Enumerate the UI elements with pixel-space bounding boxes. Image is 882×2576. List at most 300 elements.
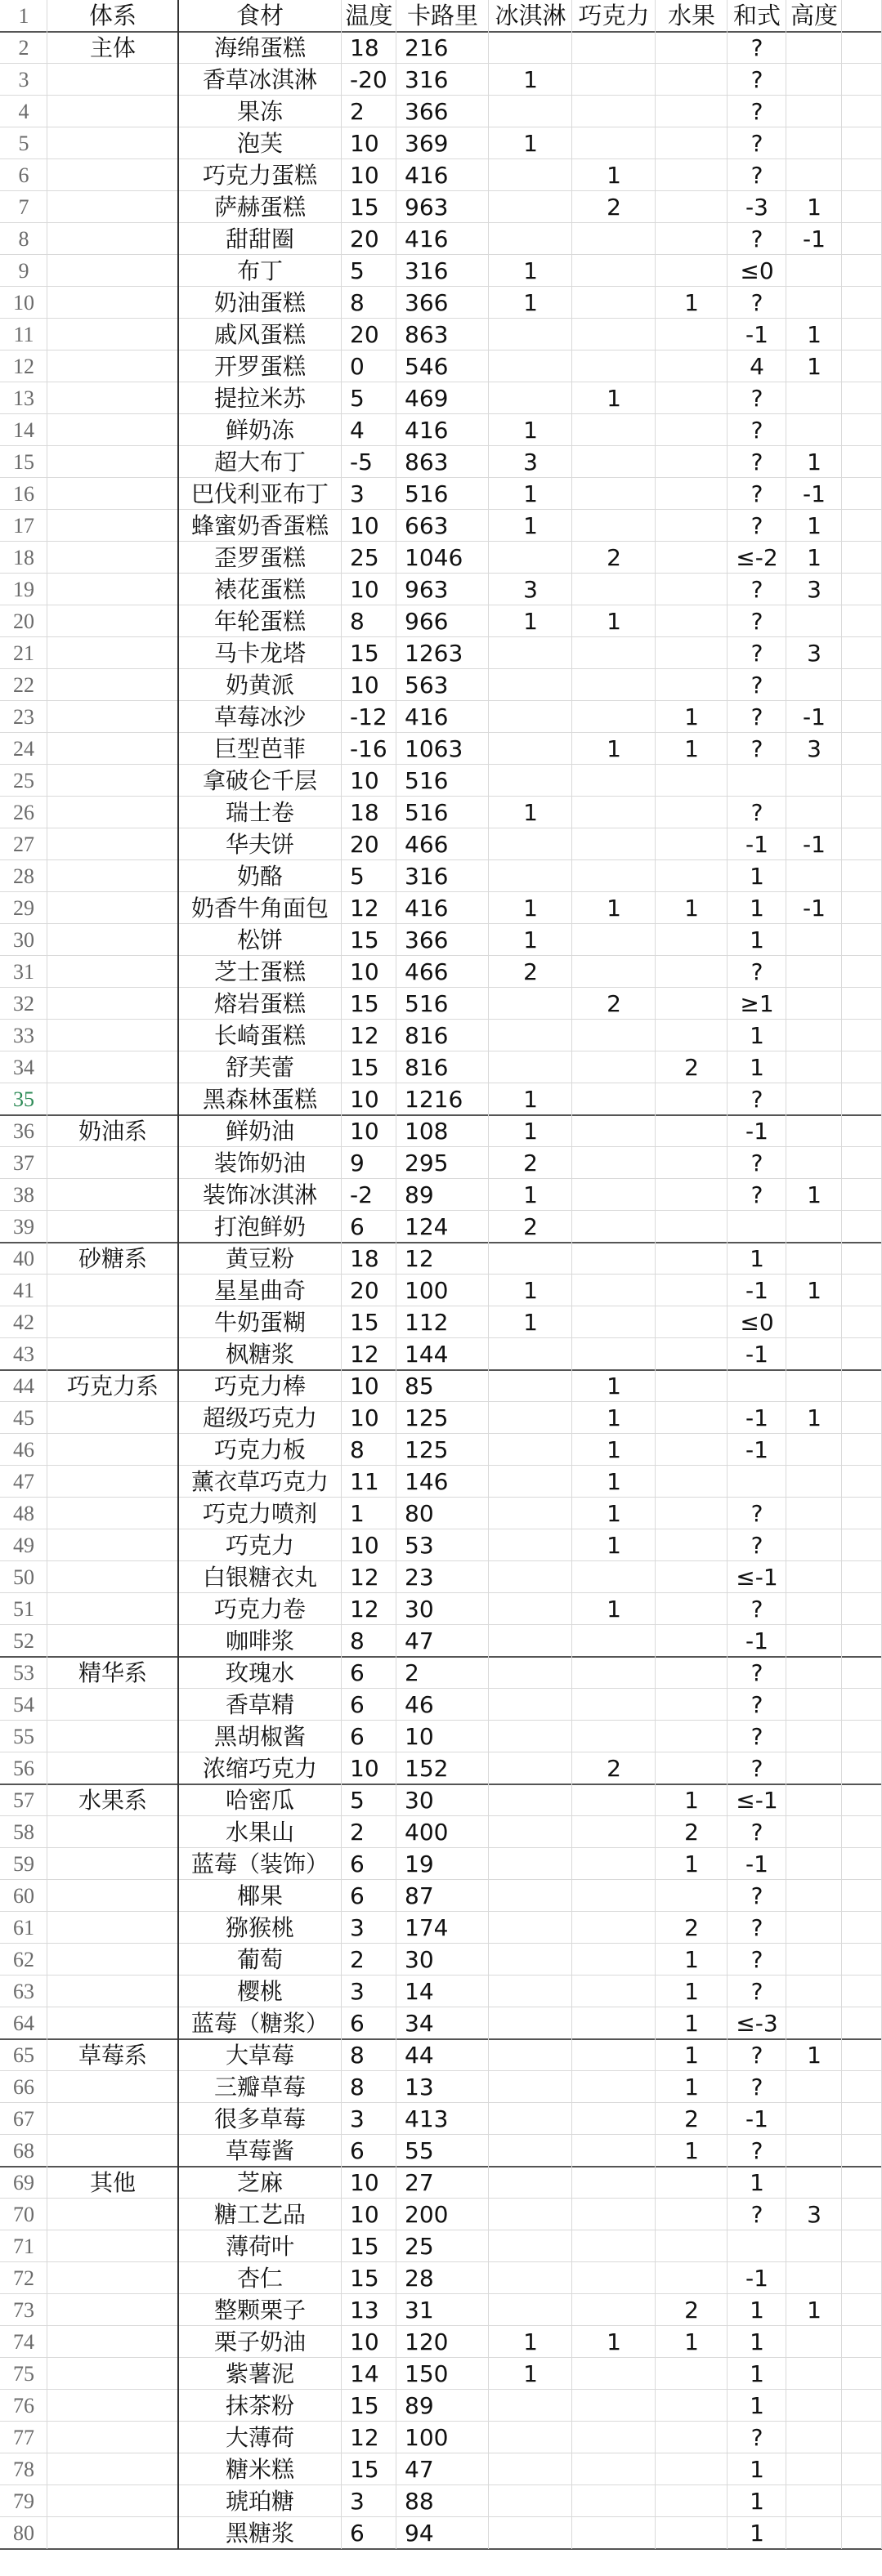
cell-ice[interactable] <box>489 32 572 64</box>
cell-fruit[interactable] <box>656 1306 728 1338</box>
cell-fruit[interactable] <box>656 1020 728 1051</box>
cell-jp[interactable]: ? <box>750 1690 763 1718</box>
cell-choc[interactable]: 1 <box>607 1595 621 1623</box>
cell-height[interactable]: 3 <box>807 575 822 603</box>
cell-temp[interactable]: 10 <box>350 2200 379 2228</box>
cell-temp[interactable]: 5 <box>350 384 365 412</box>
cell-temp[interactable]: 5 <box>350 257 365 284</box>
cell-fruit[interactable] <box>656 127 728 159</box>
cell-temp[interactable]: -5 <box>350 448 373 475</box>
cell-height[interactable] <box>786 1338 842 1370</box>
cell-choc[interactable] <box>572 701 656 733</box>
cell-temp[interactable]: 6 <box>350 1659 365 1686</box>
cell-choc[interactable] <box>572 287 656 319</box>
cell-choc[interactable]: 1 <box>607 734 621 762</box>
cell-fruit[interactable]: 1 <box>684 1945 699 1973</box>
cell-choc[interactable]: 2 <box>607 989 621 1017</box>
cell-temp[interactable]: 18 <box>350 33 379 61</box>
cell-cal[interactable]: 216 <box>405 33 449 61</box>
cell-temp[interactable]: 15 <box>350 926 379 953</box>
cell-choc[interactable] <box>572 2358 656 2390</box>
cell-temp[interactable]: 3 <box>350 2487 365 2515</box>
cell-ice[interactable] <box>489 2422 572 2453</box>
cell-choc[interactable] <box>572 669 656 701</box>
cell-temp[interactable]: 15 <box>350 639 379 667</box>
cell-height[interactable] <box>786 797 842 828</box>
cell-cal[interactable]: 152 <box>405 1754 449 1782</box>
cell-jp[interactable]: ? <box>750 734 763 762</box>
cell-fruit[interactable] <box>656 159 728 191</box>
cell-ice[interactable]: 1 <box>523 894 538 922</box>
cell-ice[interactable] <box>489 1880 572 1912</box>
cell-height[interactable] <box>786 287 842 319</box>
cell-ice[interactable]: 1 <box>523 1308 538 1336</box>
cell-name[interactable]: 猕猴桃 <box>225 1913 294 1941</box>
cell-choc[interactable] <box>572 2422 656 2453</box>
cell-temp[interactable]: 15 <box>350 2455 379 2483</box>
cell-jp[interactable] <box>728 2230 786 2262</box>
cell-choc[interactable] <box>572 2071 656 2103</box>
cell-name[interactable]: 超级巧克力 <box>202 1404 317 1431</box>
column-header[interactable]: 体系 <box>88 2 137 29</box>
cell-height[interactable] <box>786 860 842 892</box>
cell-height[interactable] <box>786 1370 842 1402</box>
cell-jp[interactable]: 1 <box>750 2328 764 2355</box>
cell-choc[interactable] <box>572 2199 656 2230</box>
cell-ice[interactable] <box>489 96 572 127</box>
cell-choc[interactable]: 2 <box>607 193 621 221</box>
cell-fruit[interactable] <box>656 2485 728 2517</box>
cell-ice[interactable] <box>489 350 572 382</box>
cell-choc[interactable] <box>572 1848 656 1880</box>
cell-fruit[interactable] <box>656 1147 728 1179</box>
cell-choc[interactable]: 1 <box>607 161 621 189</box>
cell-ice[interactable] <box>489 2103 572 2135</box>
cell-temp[interactable]: 25 <box>350 543 379 571</box>
cell-cal[interactable]: 100 <box>405 2423 449 2451</box>
cell-cal[interactable]: 416 <box>405 225 449 252</box>
cell-cal[interactable]: 88 <box>405 2487 434 2515</box>
category-cell[interactable]: 水果系 <box>78 1787 147 1814</box>
cell-choc[interactable]: 1 <box>607 1404 621 1431</box>
cell-temp[interactable]: 10 <box>350 575 379 603</box>
cell-fruit[interactable]: 1 <box>684 1850 699 1877</box>
cell-fruit[interactable] <box>656 1466 728 1498</box>
cell-jp[interactable]: ≤-1 <box>736 1563 778 1591</box>
cell-height[interactable] <box>786 2007 842 2039</box>
cell-fruit[interactable] <box>656 669 728 701</box>
cell-temp[interactable]: 10 <box>350 1531 379 1559</box>
cell-height[interactable] <box>786 1689 842 1721</box>
cell-height[interactable] <box>786 1912 842 1944</box>
cell-height[interactable] <box>786 1880 842 1912</box>
cell-choc[interactable] <box>572 2390 656 2422</box>
cell-name[interactable]: 大薄荷 <box>225 2423 294 2451</box>
cell-temp[interactable]: 20 <box>350 1276 379 1304</box>
cell-ice[interactable]: 1 <box>523 1276 538 1304</box>
cell-choc[interactable] <box>572 2103 656 2135</box>
cell-ice[interactable] <box>489 1243 572 1275</box>
cell-name[interactable]: 抹茶粉 <box>225 2391 294 2419</box>
cell-fruit[interactable]: 1 <box>684 2041 699 2069</box>
cell-jp[interactable]: ? <box>750 1754 763 1782</box>
cell-fruit[interactable] <box>656 1211 728 1243</box>
cell-name[interactable]: 糖工艺品 <box>213 2200 306 2228</box>
cell-fruit[interactable] <box>656 96 728 127</box>
cell-name[interactable]: 牛奶蛋糊 <box>213 1308 306 1336</box>
cell-cal[interactable]: 174 <box>405 1913 449 1941</box>
cell-cal[interactable]: 1263 <box>405 639 463 667</box>
cell-temp[interactable]: 8 <box>350 2073 365 2101</box>
cell-name[interactable]: 栗子奶油 <box>213 2328 306 2355</box>
cell-cal[interactable]: 863 <box>405 448 449 475</box>
cell-ice[interactable]: 1 <box>523 607 538 635</box>
cell-ice[interactable] <box>489 1529 572 1561</box>
cell-jp[interactable]: ? <box>750 97 763 125</box>
cell-temp[interactable]: 10 <box>350 2328 379 2355</box>
cell-temp[interactable]: 15 <box>350 1308 379 1336</box>
cell-cal[interactable]: 516 <box>405 480 449 507</box>
cell-jp[interactable]: -1 <box>745 1404 768 1431</box>
cell-ice[interactable]: 2 <box>523 1149 538 1176</box>
cell-name[interactable]: 琥珀糖 <box>225 2487 294 2515</box>
cell-name[interactable]: 玫瑰水 <box>225 1659 294 1686</box>
cell-temp[interactable]: 2 <box>350 97 365 125</box>
cell-choc[interactable] <box>572 64 656 96</box>
cell-height[interactable] <box>786 414 842 446</box>
cell-ice[interactable] <box>489 828 572 860</box>
cell-jp[interactable]: ≤-1 <box>736 1786 778 1814</box>
cell-choc[interactable]: 1 <box>607 1435 621 1463</box>
cell-name[interactable]: 奶黄派 <box>225 671 294 699</box>
cell-choc[interactable] <box>572 797 656 828</box>
cell-fruit[interactable] <box>656 64 728 96</box>
cell-fruit[interactable] <box>656 478 728 510</box>
cell-choc[interactable] <box>572 414 656 446</box>
cell-fruit[interactable] <box>656 1179 728 1211</box>
cell-cal[interactable]: 47 <box>405 1627 434 1654</box>
column-header[interactable]: 温度 <box>345 2 393 29</box>
cell-cal[interactable]: 80 <box>405 1499 434 1527</box>
cell-ice[interactable] <box>489 2294 572 2326</box>
cell-name[interactable]: 蓝莓（装饰） <box>190 1850 329 1877</box>
cell-fruit[interactable]: 2 <box>684 1818 699 1846</box>
cell-height[interactable]: 1 <box>807 352 822 380</box>
cell-fruit[interactable] <box>656 1752 728 1784</box>
cell-cal[interactable]: 516 <box>405 798 449 826</box>
cell-height[interactable] <box>786 2230 842 2262</box>
cell-fruit[interactable] <box>656 2358 728 2390</box>
cell-cal[interactable]: 966 <box>405 607 449 635</box>
cell-cal[interactable]: 416 <box>405 894 449 922</box>
cell-cal[interactable]: 369 <box>405 129 449 157</box>
cell-cal[interactable]: 963 <box>405 575 449 603</box>
cell-fruit[interactable]: 1 <box>684 1977 699 2005</box>
cell-temp[interactable]: 6 <box>350 1882 365 1909</box>
cell-jp[interactable]: -1 <box>745 1850 768 1877</box>
cell-name[interactable]: 很多草莓 <box>213 2105 306 2132</box>
cell-fruit[interactable] <box>656 319 728 350</box>
cell-ice[interactable]: 1 <box>523 1181 538 1208</box>
cell-height[interactable] <box>786 1848 842 1880</box>
cell-choc[interactable] <box>572 1784 656 1816</box>
cell-ice[interactable] <box>489 701 572 733</box>
cell-cal[interactable]: 55 <box>405 2136 434 2164</box>
cell-fruit[interactable] <box>656 510 728 542</box>
cell-fruit[interactable] <box>656 2167 728 2199</box>
cell-ice[interactable] <box>489 542 572 574</box>
cell-cal[interactable]: 108 <box>405 1117 449 1145</box>
cell-fruit[interactable] <box>656 860 728 892</box>
cell-jp[interactable]: -1 <box>745 2105 768 2132</box>
cell-cal[interactable]: 413 <box>405 2105 449 2132</box>
cell-temp[interactable]: 5 <box>350 1786 365 1814</box>
cell-choc[interactable] <box>572 1306 656 1338</box>
cell-jp[interactable]: -1 <box>745 1340 768 1368</box>
cell-jp[interactable] <box>728 1370 786 1402</box>
cell-jp[interactable]: -1 <box>745 1276 768 1304</box>
cell-choc[interactable] <box>572 1976 656 2007</box>
cell-fruit[interactable]: 1 <box>684 734 699 762</box>
cell-height[interactable] <box>786 1243 842 1275</box>
category-cell[interactable]: 主体 <box>89 34 136 61</box>
cell-jp[interactable]: ? <box>750 2423 763 2451</box>
cell-ice[interactable] <box>489 223 572 255</box>
cell-ice[interactable] <box>489 1466 572 1498</box>
cell-ice[interactable] <box>489 1498 572 1529</box>
cell-cal[interactable]: 2 <box>405 1659 419 1686</box>
cell-height[interactable] <box>786 1498 842 1529</box>
cell-ice[interactable] <box>489 319 572 350</box>
cell-choc[interactable] <box>572 2039 656 2071</box>
cell-height[interactable] <box>786 1657 842 1689</box>
cell-temp[interactable]: 15 <box>350 193 379 221</box>
cell-fruit[interactable]: 1 <box>684 703 699 730</box>
cell-jp[interactable]: ? <box>750 1722 763 1750</box>
cell-name[interactable]: 开罗蛋糕 <box>213 352 306 380</box>
cell-ice[interactable]: 1 <box>523 511 538 539</box>
cell-temp[interactable]: 20 <box>350 830 379 858</box>
cell-cal[interactable]: 10 <box>405 1722 434 1750</box>
cell-temp[interactable]: 15 <box>350 2391 379 2419</box>
cell-choc[interactable] <box>572 1338 656 1370</box>
cell-name[interactable]: 三瓣草莓 <box>213 2073 306 2101</box>
cell-temp[interactable]: 10 <box>350 671 379 699</box>
cell-jp[interactable]: ≤-2 <box>736 543 778 571</box>
cell-height[interactable] <box>786 2358 842 2390</box>
cell-cal[interactable]: 1046 <box>405 543 463 571</box>
cell-fruit[interactable]: 2 <box>684 2105 699 2132</box>
cell-height[interactable] <box>786 1434 842 1466</box>
cell-fruit[interactable] <box>656 1593 728 1625</box>
cell-name[interactable]: 蓝莓（糖浆） <box>190 2009 329 2037</box>
cell-cal[interactable]: 100 <box>405 1276 449 1304</box>
cell-temp[interactable]: 10 <box>350 958 379 985</box>
cell-height[interactable]: 3 <box>807 734 822 762</box>
cell-jp[interactable]: ? <box>750 703 763 730</box>
cell-ice[interactable] <box>489 1657 572 1689</box>
cell-name[interactable]: 奶酪 <box>236 862 283 890</box>
cell-name[interactable]: 紫薯泥 <box>225 2359 294 2387</box>
cell-ice[interactable]: 1 <box>523 480 538 507</box>
cell-choc[interactable]: 1 <box>607 1499 621 1527</box>
cell-ice[interactable] <box>489 1370 572 1402</box>
cell-name[interactable]: 戚风蛋糕 <box>213 320 306 348</box>
cell-jp[interactable]: ? <box>750 1595 763 1623</box>
cell-jp[interactable]: ? <box>750 1659 763 1686</box>
category-cell[interactable]: 奶油系 <box>78 1118 147 1145</box>
cell-height[interactable]: -1 <box>803 480 826 507</box>
cell-temp[interactable]: 12 <box>350 1595 379 1623</box>
cell-ice[interactable] <box>489 1848 572 1880</box>
cell-temp[interactable]: 2 <box>350 1818 365 1846</box>
cell-name[interactable]: 薄荷叶 <box>225 2232 294 2260</box>
cell-fruit[interactable] <box>656 605 728 637</box>
cell-cal[interactable]: 44 <box>405 2041 434 2069</box>
cell-temp[interactable]: 15 <box>350 2264 379 2292</box>
cell-jp[interactable]: -1 <box>745 320 768 348</box>
cell-choc[interactable] <box>572 96 656 127</box>
cell-jp[interactable]: ? <box>750 1818 763 1846</box>
cell-cal[interactable]: 366 <box>405 288 449 316</box>
cell-choc[interactable] <box>572 765 656 797</box>
cell-choc[interactable] <box>572 1561 656 1593</box>
cell-cal[interactable]: 46 <box>405 1690 434 1718</box>
cell-fruit[interactable] <box>656 2517 728 2549</box>
cell-ice[interactable] <box>489 1338 572 1370</box>
cell-fruit[interactable] <box>656 542 728 574</box>
cell-height[interactable] <box>786 1147 842 1179</box>
cell-temp[interactable]: 3 <box>350 1913 365 1941</box>
cell-fruit[interactable] <box>656 637 728 669</box>
cell-ice[interactable] <box>489 382 572 414</box>
cell-cal[interactable]: 663 <box>405 511 449 539</box>
cell-choc[interactable] <box>572 2517 656 2549</box>
cell-height[interactable] <box>786 669 842 701</box>
cell-name[interactable]: 草莓冰沙 <box>213 703 306 730</box>
cell-temp[interactable]: 18 <box>350 798 379 826</box>
cell-temp[interactable]: 8 <box>350 1435 365 1463</box>
cell-jp[interactable]: ? <box>750 1531 763 1559</box>
cell-cal[interactable]: 516 <box>405 766 449 794</box>
cell-temp[interactable]: 8 <box>350 1627 365 1654</box>
cell-cal[interactable]: 1063 <box>405 734 463 762</box>
cell-name[interactable]: 熔岩蛋糕 <box>213 989 306 1017</box>
cell-jp[interactable]: -1 <box>745 1117 768 1145</box>
cell-ice[interactable]: 2 <box>523 1212 538 1240</box>
cell-jp[interactable] <box>728 765 786 797</box>
cell-choc[interactable] <box>572 2262 656 2294</box>
cell-temp[interactable]: 12 <box>350 894 379 922</box>
cell-fruit[interactable] <box>656 1657 728 1689</box>
cell-choc[interactable] <box>572 1625 656 1657</box>
cell-choc[interactable] <box>572 1147 656 1179</box>
cell-name[interactable]: 年轮蛋糕 <box>213 607 306 635</box>
cell-ice[interactable]: 2 <box>523 958 538 985</box>
cell-fruit[interactable] <box>656 574 728 605</box>
cell-temp[interactable]: 3 <box>350 2105 365 2132</box>
cell-cal[interactable]: 89 <box>405 1181 434 1208</box>
cell-temp[interactable]: -16 <box>350 734 387 762</box>
cell-cal[interactable]: 12 <box>405 1244 434 1272</box>
cell-temp[interactable]: 10 <box>350 1372 379 1400</box>
cell-cal[interactable]: 466 <box>405 830 449 858</box>
cell-cal[interactable]: 416 <box>405 703 449 730</box>
cell-jp[interactable]: -1 <box>745 1435 768 1463</box>
cell-height[interactable] <box>786 2390 842 2422</box>
cell-fruit[interactable] <box>656 1689 728 1721</box>
cell-name[interactable]: 长崎蛋糕 <box>213 1021 306 1049</box>
cell-cal[interactable]: 316 <box>405 65 449 93</box>
cell-cal[interactable]: 25 <box>405 2232 434 2260</box>
cell-name[interactable]: 巨型芭菲 <box>213 734 306 762</box>
cell-name[interactable]: 糖米糕 <box>225 2455 294 2483</box>
cell-temp[interactable]: 6 <box>350 1690 365 1718</box>
cell-ice[interactable] <box>489 1721 572 1752</box>
cell-name[interactable]: 巧克力 <box>225 1531 294 1559</box>
cell-ice[interactable] <box>489 988 572 1020</box>
cell-jp[interactable]: ? <box>750 2200 763 2228</box>
cell-ice[interactable] <box>489 1402 572 1434</box>
cell-ice[interactable] <box>489 2230 572 2262</box>
cell-ice[interactable]: 1 <box>523 257 538 284</box>
cell-jp[interactable]: -1 <box>745 2264 768 2292</box>
cell-ice[interactable] <box>489 1976 572 2007</box>
cell-choc[interactable] <box>572 2135 656 2167</box>
cell-fruit[interactable] <box>656 1434 728 1466</box>
cell-temp[interactable]: -2 <box>350 1181 373 1208</box>
cell-choc[interactable] <box>572 1020 656 1051</box>
cell-jp[interactable]: ? <box>750 671 763 699</box>
cell-choc[interactable]: 1 <box>607 1372 621 1400</box>
cell-temp[interactable]: 3 <box>350 480 365 507</box>
cell-name[interactable]: 布丁 <box>236 257 283 284</box>
cell-height[interactable] <box>786 1020 842 1051</box>
cell-ice[interactable] <box>489 2167 572 2199</box>
cell-ice[interactable] <box>489 1593 572 1625</box>
cell-ice[interactable]: 1 <box>523 288 538 316</box>
cell-name[interactable]: 浓缩巧克力 <box>202 1754 317 1782</box>
cell-choc[interactable] <box>572 510 656 542</box>
cell-temp[interactable]: 10 <box>350 1117 379 1145</box>
cell-temp[interactable]: 10 <box>350 511 379 539</box>
cell-ice[interactable]: 1 <box>523 65 538 93</box>
cell-temp[interactable]: 6 <box>350 2009 365 2037</box>
cell-height[interactable] <box>786 2517 842 2549</box>
cell-ice[interactable] <box>489 637 572 669</box>
cell-choc[interactable] <box>572 2294 656 2326</box>
cell-cal[interactable]: 112 <box>405 1308 449 1336</box>
cell-jp[interactable]: 4 <box>750 352 764 380</box>
cell-ice[interactable] <box>489 2135 572 2167</box>
cell-jp[interactable]: ? <box>750 129 763 157</box>
cell-name[interactable]: 水果山 <box>225 1818 294 1846</box>
cell-fruit[interactable]: 2 <box>684 1053 699 1081</box>
cell-name[interactable]: 巴伐利亚布丁 <box>190 480 329 507</box>
cell-choc[interactable]: 1 <box>607 894 621 922</box>
cell-cal[interactable]: 120 <box>405 2328 449 2355</box>
cell-height[interactable]: -1 <box>803 703 826 730</box>
cell-jp[interactable]: ? <box>750 1085 763 1113</box>
cell-height[interactable] <box>786 1944 842 1976</box>
cell-choc[interactable] <box>572 1243 656 1275</box>
cell-choc[interactable] <box>572 828 656 860</box>
cell-ice[interactable]: 1 <box>523 926 538 953</box>
cell-jp[interactable]: ? <box>750 448 763 475</box>
cell-ice[interactable] <box>489 1816 572 1848</box>
cell-height[interactable] <box>786 1051 842 1083</box>
cell-ice[interactable] <box>489 2485 572 2517</box>
